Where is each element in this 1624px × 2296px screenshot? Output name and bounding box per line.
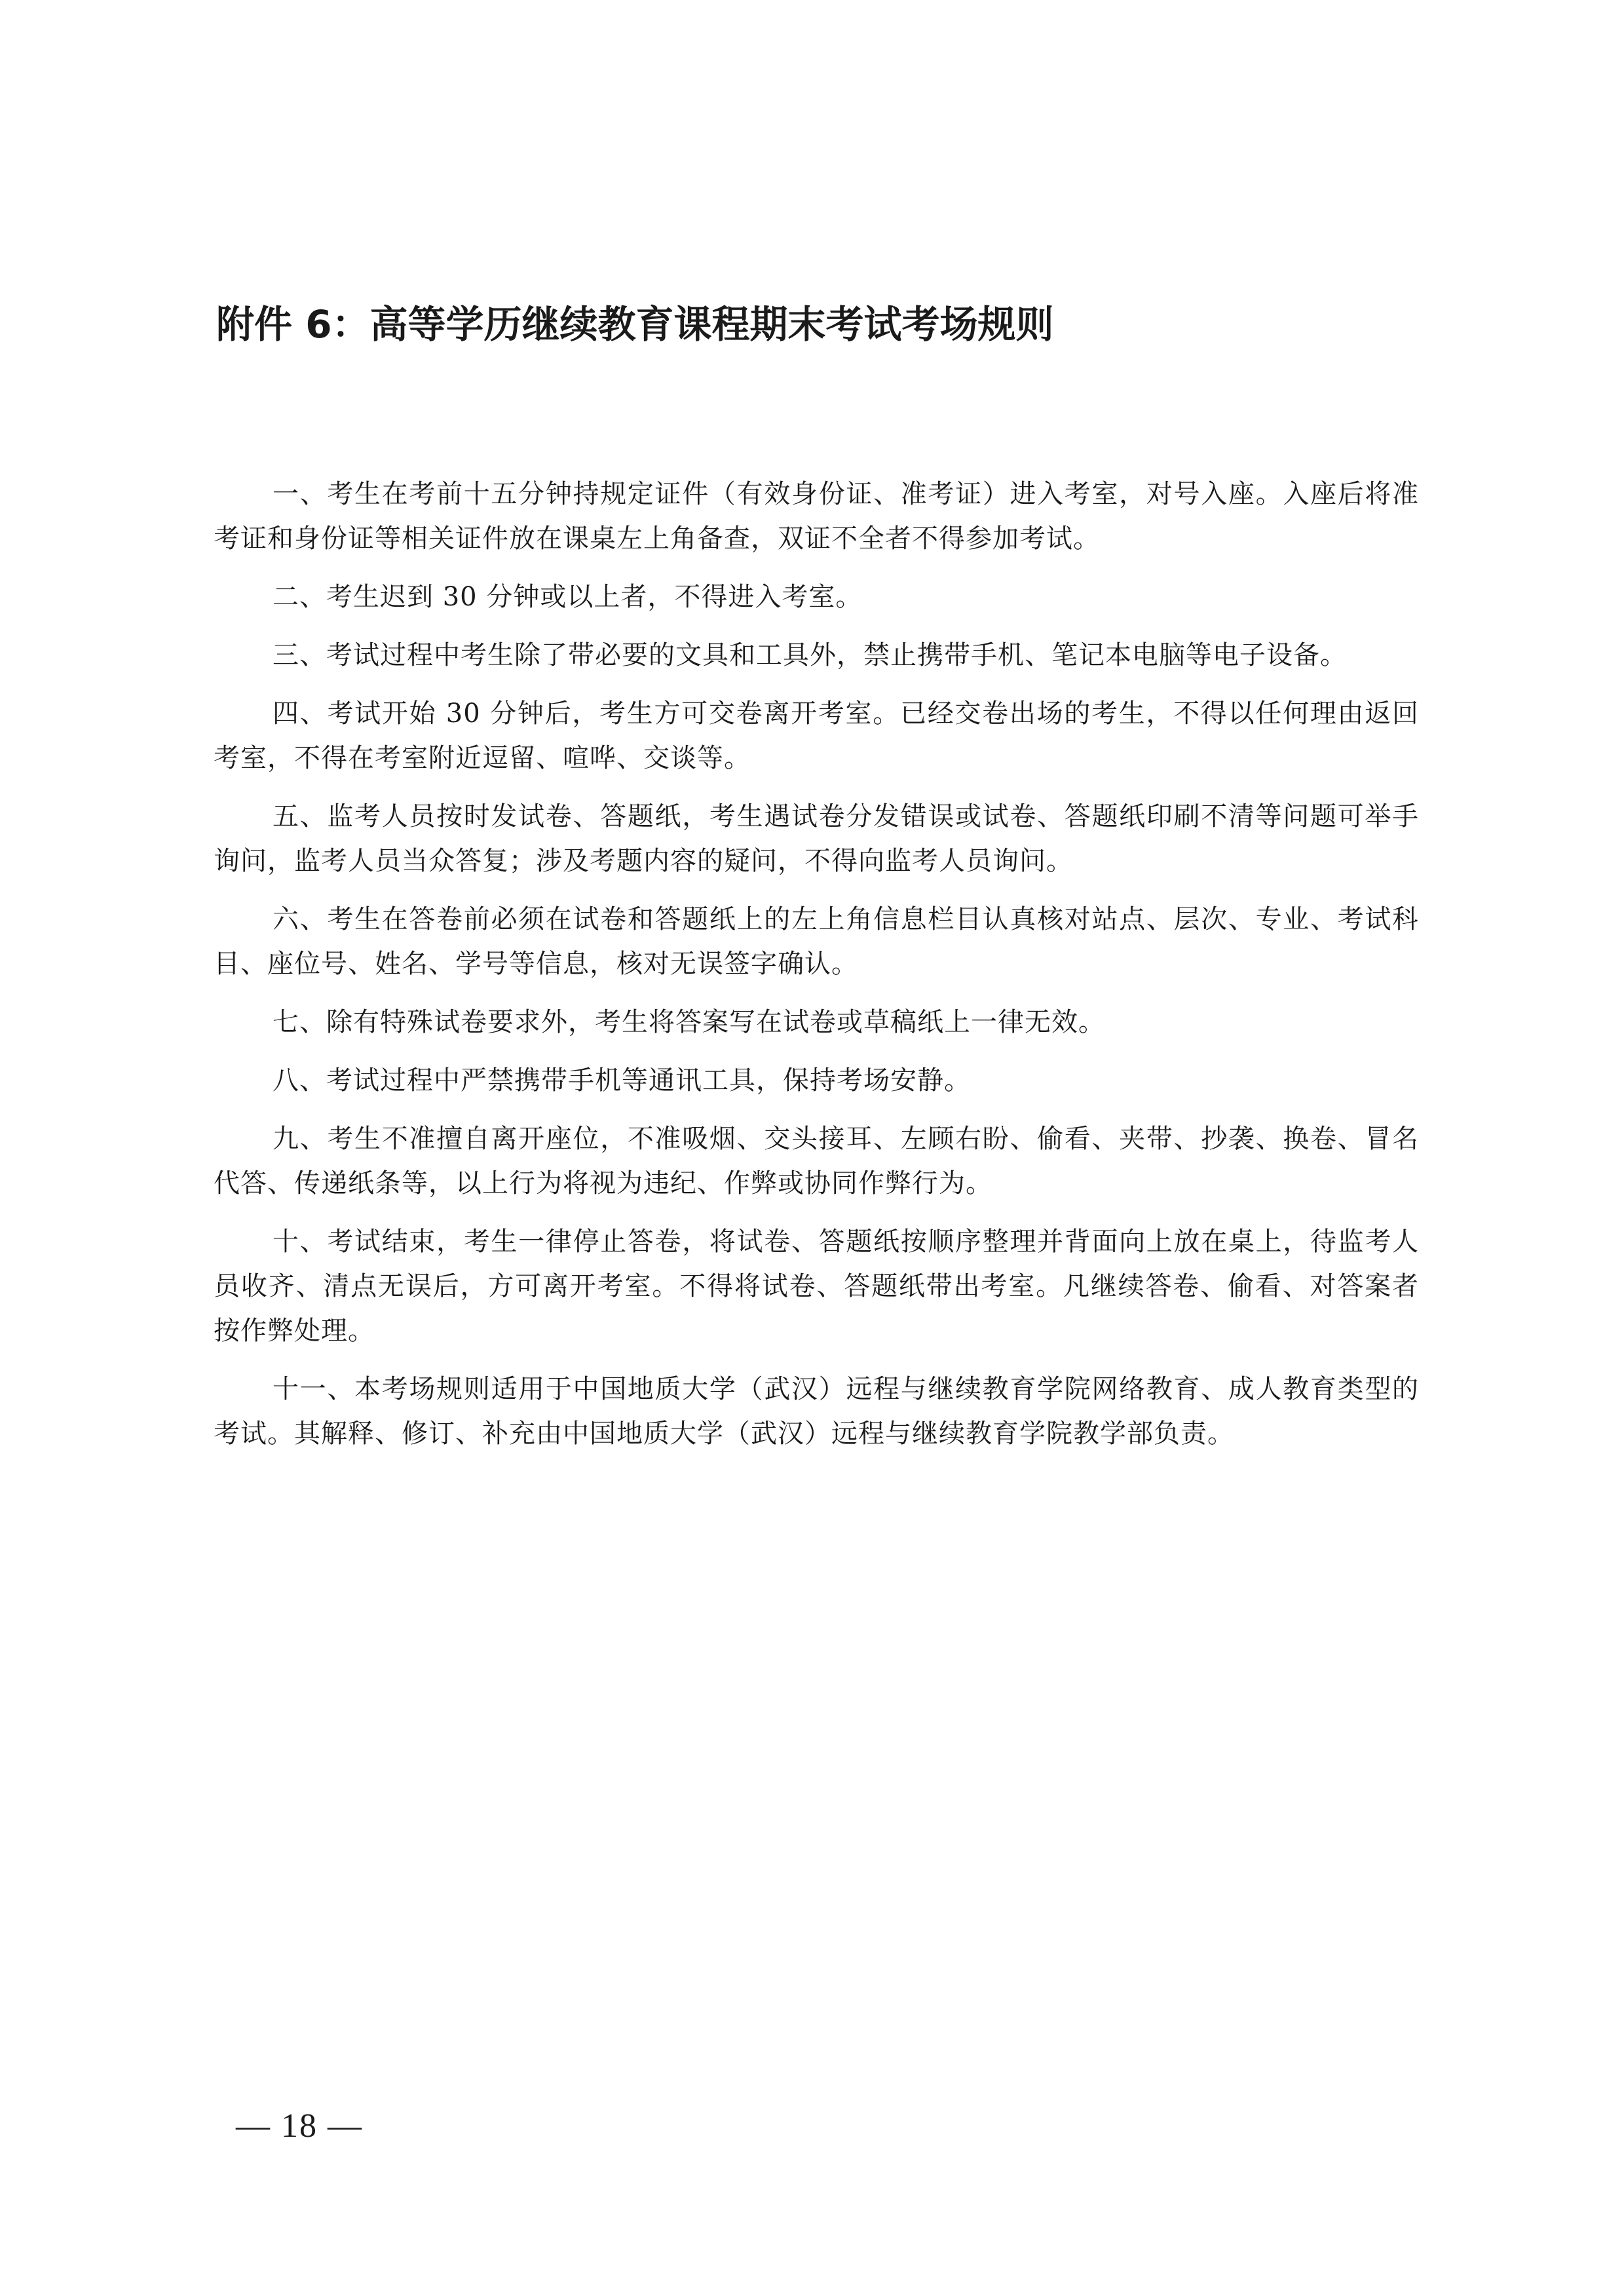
rule-item-7: 七、除有特殊试卷要求外，考生将答案写在试卷或草稿纸上一律无效。 [273, 1007, 1105, 1037]
rule-item-9: 九、考生不准擅自离开座位，不准吸烟、交头接耳、左顾右盼、偷看、夹带、抄袭、换卷、冒名代答、传递纸条等，以上行为将视为违纪、作弊或协同作弊行为。 [214, 1124, 1419, 1198]
rule-item-4: 四、考试开始 30 分钟后，考生方可交卷离开考室。已经交卷出场的考生，不得以任何理由返回考室，不得在考室附近逗留、喧哗、交谈等。 [214, 698, 1419, 773]
rule-item-1: 一、考生在考前十五分钟持规定证件（有效身份证、准考证）进入考室，对号入座。入座后将准考证和身份证等相关证件放在课桌左上角备查，双证不全者不得参加考试。 [214, 479, 1419, 554]
rule-item-8: 八、考试过程中严禁携带手机等通讯工具，保持考场安静。 [273, 1065, 971, 1096]
rule-item-10: 十、考试结束，考生一律停止答卷，将试卷、答题纸按顺序整理并背面向上放在桌上，待监考人员收齐、清点无误后，方可离开考室。不得将试卷、答题纸带出考室。凡继续答卷、偷看、对答案者按作弊处理。 [214, 1227, 1419, 1346]
document-title: 附件 6：高等学历继续教育课程期末考试考场规则 [216, 302, 1054, 347]
rules-list [214, 472, 1419, 1470]
rule-item-11: 十一、本考场规则适用于中国地质大学（武汉）远程与继续教育学院网络教育、成人教育类型的考试。其解释、修订、补充由中国地质大学（武汉）远程与继续教育学院教学部负责。 [214, 1374, 1419, 1449]
page-number: — 18 — [236, 2107, 363, 2145]
rule-item-5: 五、监考人员按时发试卷、答题纸，考生遇试卷分发错误或试卷、答题纸印刷不清等问题可举手询问，监考人员当众答复；涉及考题内容的疑问，不得向监考人员询问。 [214, 801, 1419, 876]
rule-item-2: 二、考生迟到 30 分钟或以上者，不得进入考室。 [273, 582, 863, 612]
rule-item-3: 三、考试过程中考生除了带必要的文具和工具外，禁止携带手机、笔记本电脑等电子设备。 [273, 640, 1347, 670]
rule-item-6: 六、考生在答卷前必须在试卷和答题纸上的左上角信息栏目认真核对站点、层次、专业、考试科目、座位号、姓名、学号等信息，核对无误签字确认。 [214, 904, 1419, 979]
